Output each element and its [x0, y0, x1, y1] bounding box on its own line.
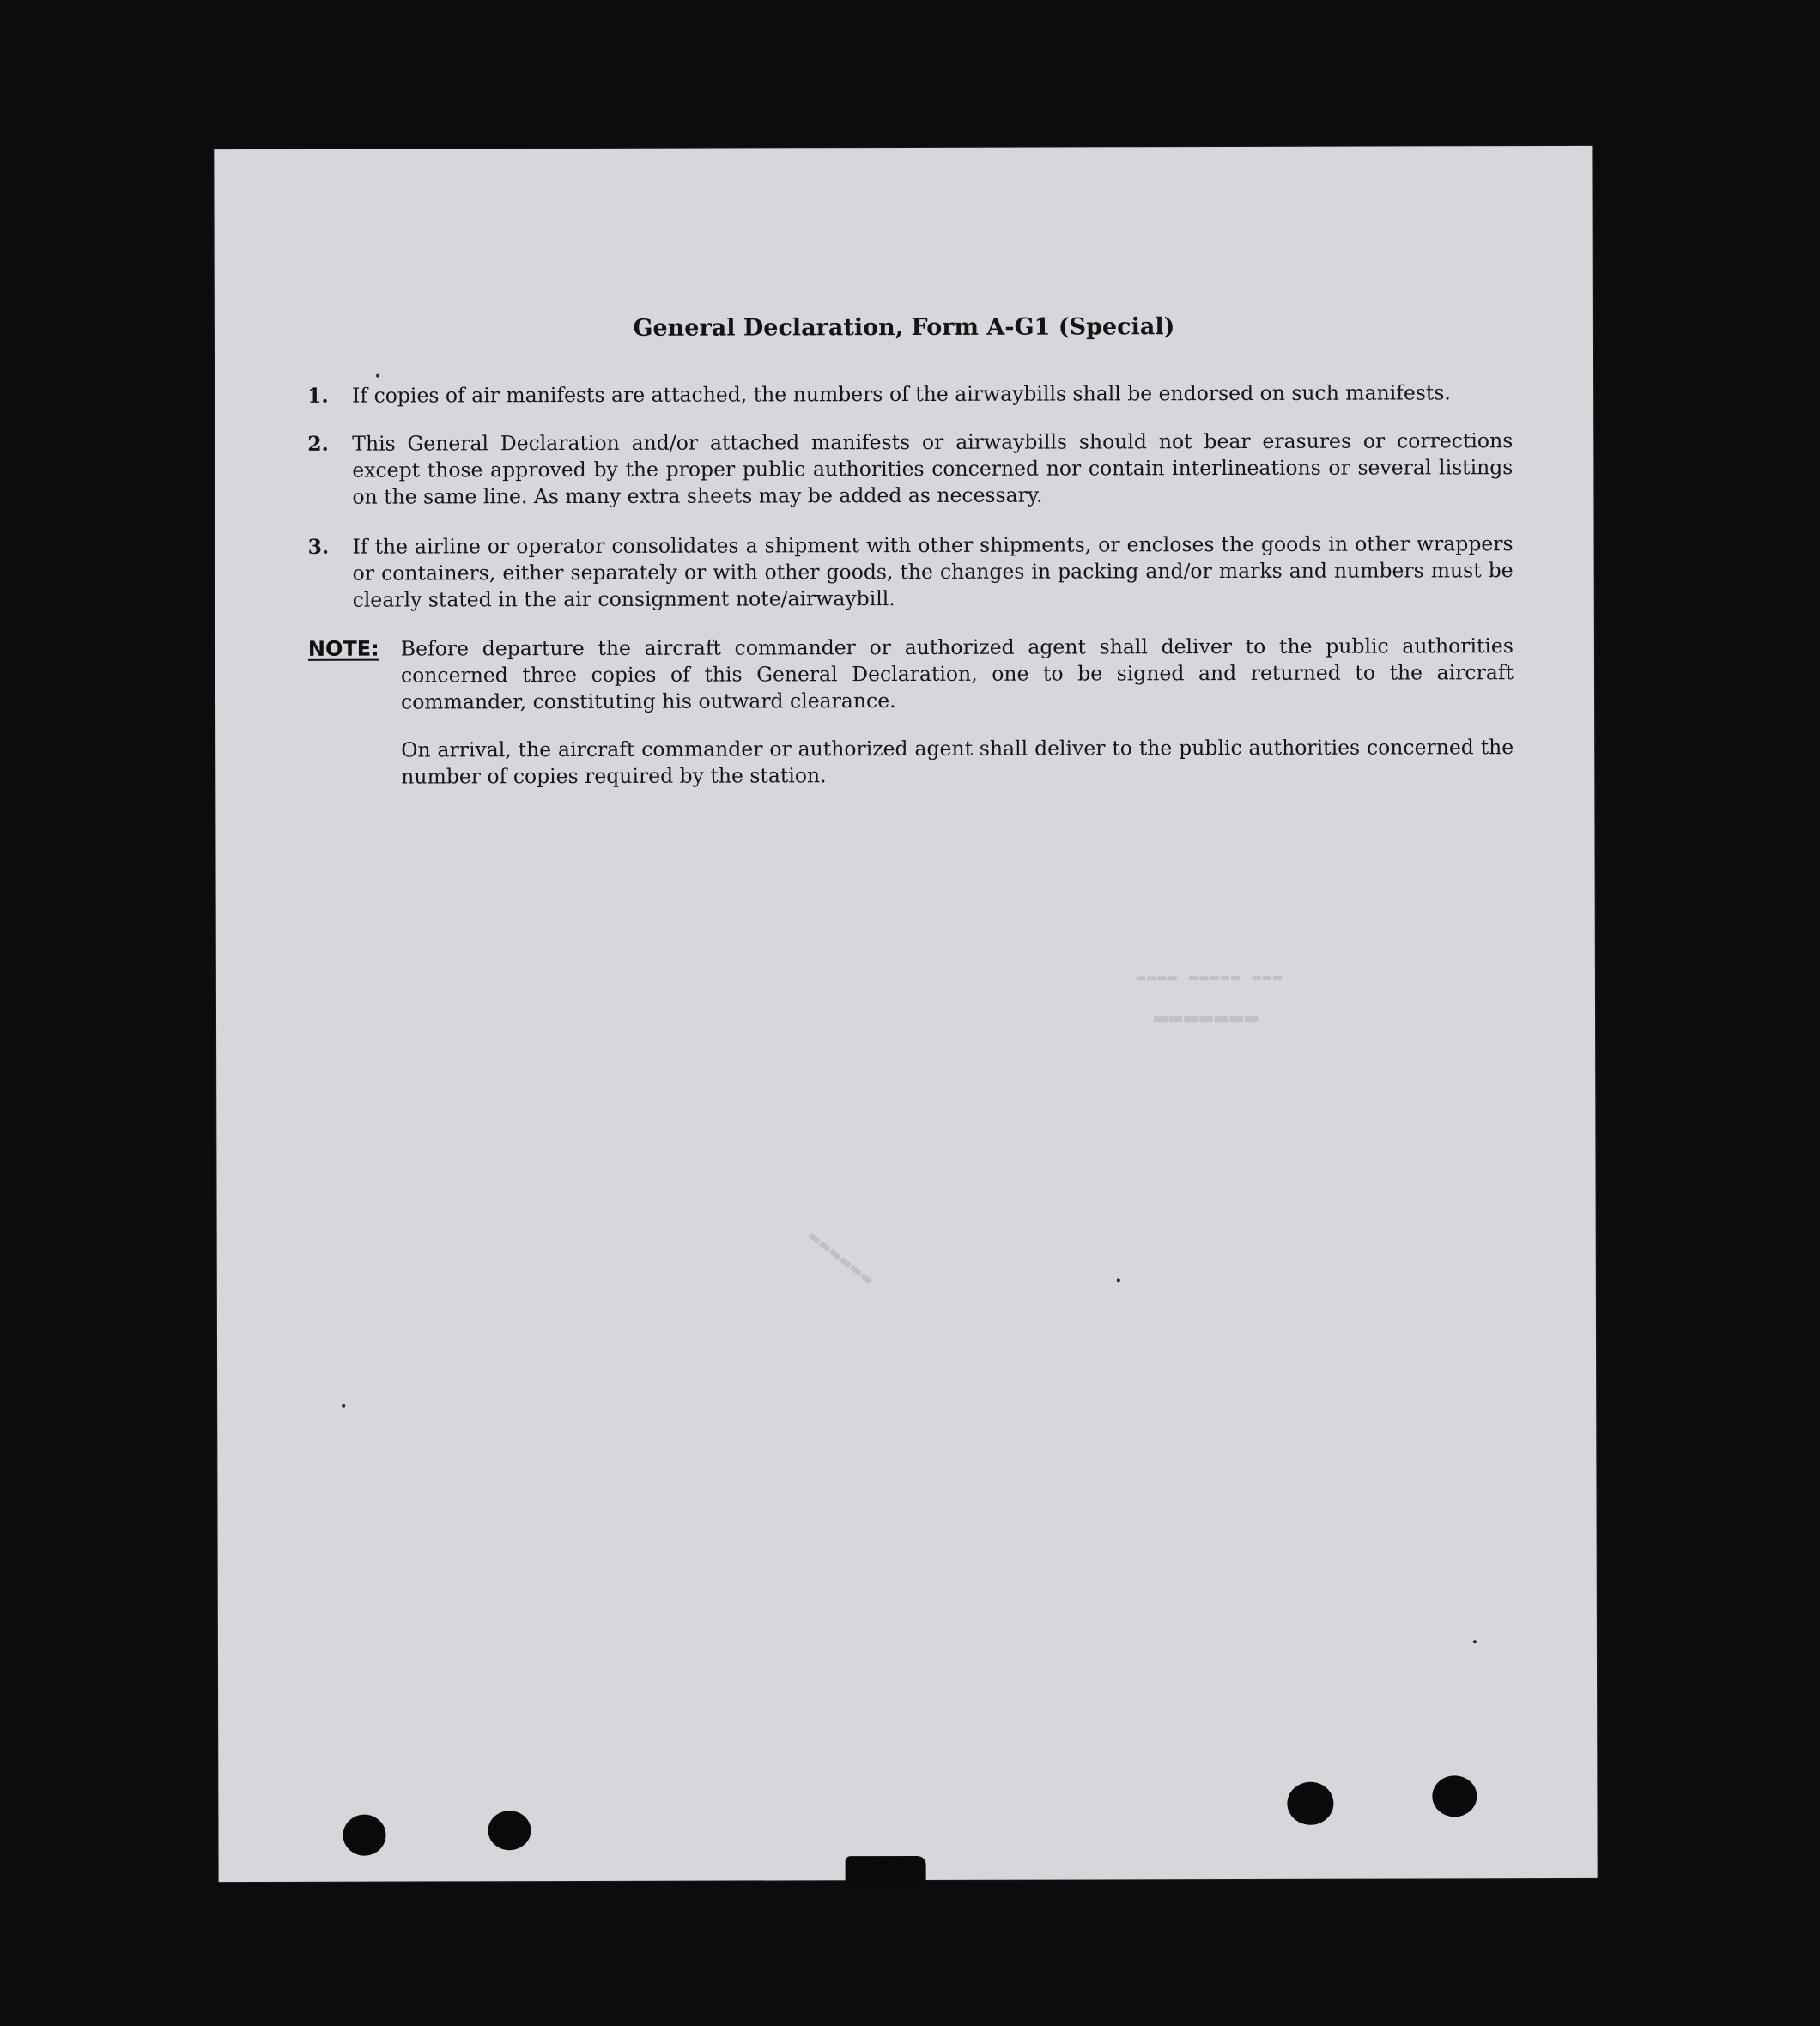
bottom-edge-tear	[846, 1856, 926, 1883]
document-title: General Declaration, Form A-G1 (Special)	[633, 313, 1175, 342]
item-3-text: If the airline or operator consolidates a shipment with other shipments, or encloses the goods in other wrappers or containers, either separately or with other goods, the changes in packing and/or marks and numbers must be clearly stated in the air consignment note/airwaybill.	[352, 531, 1514, 612]
note-paragraph-arrival: On arrival, the aircraft commander or authorized agent shall deliver to the public authorities concerned the number of copies required by the station.	[401, 735, 1514, 789]
item-1-text: If copies of air manifests are attached, the numbers of the airwaybills shall be endorsed on such manifests.	[352, 380, 1451, 408]
item-2-number: 2.	[307, 431, 329, 456]
speck	[342, 1404, 345, 1408]
stamp-bleed-through-3: ▬▬▬▬▬▬	[802, 1224, 878, 1290]
item-2-text: This General Declaration and/or attached manifests or airwaybills should not bear erasures or corrections except those approved by the proper public authorities concerned nor contain interlineations or several listings on the same line. As many extra sheets may be added as necessary.	[352, 428, 1514, 509]
stamp-bleed-through-2: ▬▬▬▬▬▬▬	[1151, 1004, 1259, 1032]
speck	[376, 374, 379, 378]
speck	[1473, 1640, 1477, 1643]
punch-hole-1	[343, 1815, 385, 1856]
note-paragraph-departure: Before departure the aircraft commander or authorized agent shall deliver to the public authorities concerned three copies of this General Declaration, one to be signed and returned to the aircraft commander, constituting his outward clearance.	[400, 634, 1514, 714]
note-label: NOTE:	[307, 636, 379, 661]
speck	[1117, 1278, 1120, 1282]
punch-hole-2	[488, 1811, 531, 1850]
item-1-number: 1.	[307, 383, 329, 408]
item-3-number: 3.	[307, 534, 330, 559]
stamp-bleed-through: ▬▬▬ ▬▬▬▬▬ ▬▬▬▬	[1134, 968, 1283, 987]
punch-hole-4	[1432, 1775, 1477, 1817]
punch-hole-3	[1287, 1782, 1333, 1825]
document-page	[214, 146, 1597, 1882]
